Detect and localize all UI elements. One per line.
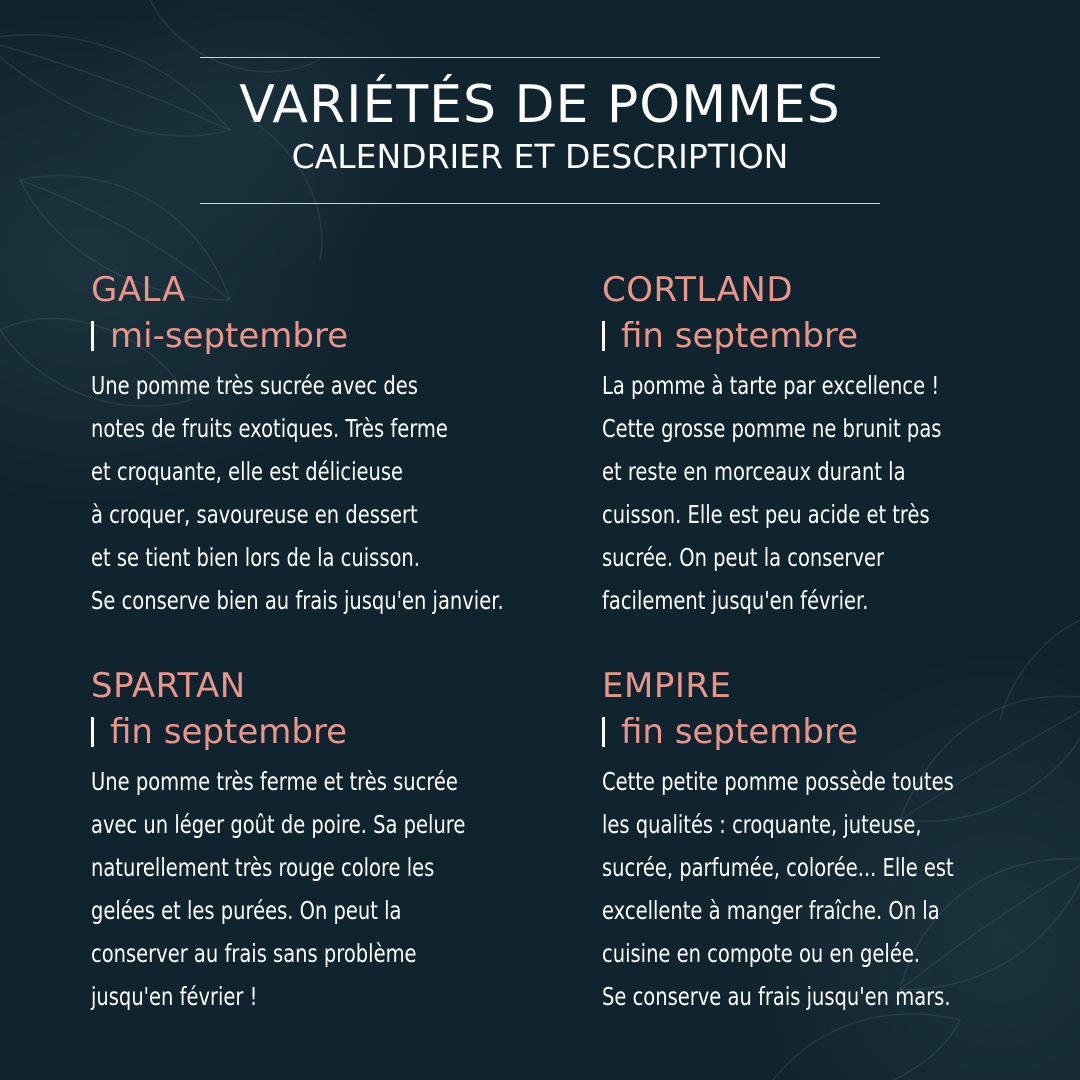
variety-name: SPARTAN [91,666,246,706]
variety-name: EMPIRE [602,666,732,706]
description-line: conserver au frais sans problème [91,939,417,968]
description-line: à croquer, savoureuse en dessert [91,500,418,529]
variety-period-text: fin septembre [110,712,348,752]
variety-name: GALA [91,270,186,310]
variety-card-cortland [602,268,1062,622]
variety-period-text: fin septembre [621,316,859,356]
description-line: excellente à manger fraîche. On la [602,896,940,925]
variety-name: CORTLAND [602,270,794,310]
description-line: notes de fruits exotiques. Très ferme [91,414,448,443]
header [200,57,880,204]
description-line: Une pomme très ferme et très sucrée [91,767,458,796]
variety-card-empire [602,664,1062,1018]
period-bar-icon [602,717,605,747]
period-bar-icon [602,321,605,351]
description-line: La pomme à tarte par excellence ! [602,371,940,400]
description-line: jusqu'en février ! [91,982,258,1011]
variety-card-spartan [91,664,551,1018]
description-line: cuisine en compote ou en gelée. [602,939,921,968]
page-subtitle: CALENDRIER ET DESCRIPTION [291,137,789,176]
description-line: les qualités : croquante, juteuse, [602,810,922,839]
variety-description [602,760,1070,1018]
variety-period [602,312,1062,360]
variety-card-gala [91,268,551,622]
description-line: Se conserve au frais jusqu'en mars. [602,982,951,1011]
description-line: naturellement très rouge colore les [91,853,435,882]
variety-period-text: mi-septembre [110,316,349,356]
description-line: cuisson. Elle est peu acide et très [602,500,930,529]
description-line: avec un léger goût de poire. Sa pelure [91,810,466,839]
description-line: sucrée, parfumée, colorée... Elle est [602,853,954,882]
description-line: facilement jusqu'en février. [602,586,869,615]
variety-description [91,364,559,622]
page-title: VARIÉTÉS DE POMMES [239,75,841,135]
description-line: et se tient bien lors de la cuisson. [91,543,420,572]
description-line: sucrée. On peut la conserver [602,543,885,572]
description-line: Se conserve bien au frais jusqu'en janvier. [91,586,504,615]
variety-period-text: fin septembre [621,712,859,752]
period-bar-icon [91,321,94,351]
description-line: et reste en morceaux durant la [602,457,906,486]
period-bar-icon [91,717,94,747]
variety-period [602,708,1062,756]
variety-description [602,364,1070,622]
variety-period [91,708,551,756]
variety-period [91,312,551,360]
description-line: Cette petite pomme possède toutes [602,767,954,796]
description-line: et croquante, elle est délicieuse [91,457,404,486]
description-line: gelées et les purées. On peut la [91,896,402,925]
description-line: Cette grosse pomme ne brunit pas [602,414,942,443]
description-line: Une pomme très sucrée avec des [91,371,418,400]
variety-description [91,760,559,1018]
